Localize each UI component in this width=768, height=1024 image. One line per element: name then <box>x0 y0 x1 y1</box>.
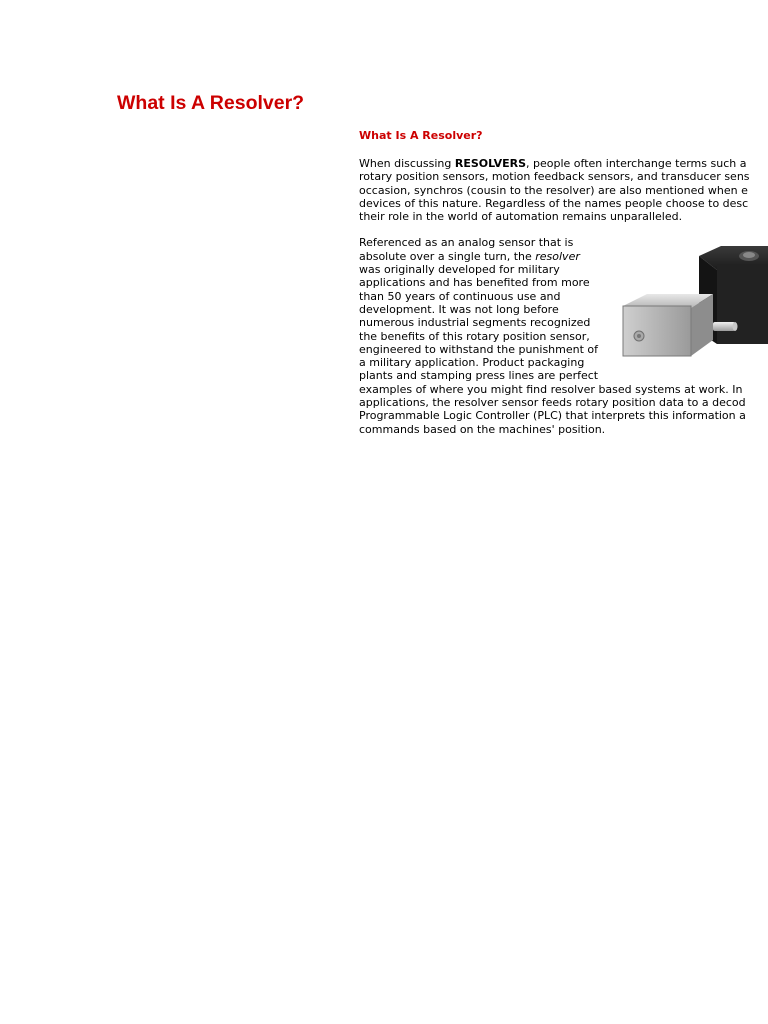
intro-line: When discussing RESOLVERS, people often interchange terms such a <box>359 157 747 170</box>
body-line: the benefits of this rotary position sensor, <box>359 329 590 343</box>
intro-line: their role in the world of automation remains unparalleled. <box>359 210 683 224</box>
intro-line: occasion, synchros (cousin to the resolver) are also mentioned when e <box>359 183 748 197</box>
resolver-italic: resolver <box>535 249 580 263</box>
body-line: was originally developed for military <box>359 263 560 277</box>
section-heading: What Is A Resolver? <box>359 129 483 142</box>
page-title: What Is A Resolver? <box>117 92 305 114</box>
body-line: numerous industrial segments recognized <box>359 316 591 330</box>
article-content <box>359 128 768 458</box>
resolver-product-photo <box>621 240 768 374</box>
body-line: Programmable Logic Controller (PLC) that interprets this information a <box>359 409 746 423</box>
body-line: applications, the resolver sensor feeds rotary position data to a decod <box>359 396 746 410</box>
body-line: plants and stamping press lines are perfect <box>359 369 599 383</box>
intro-line: devices of this nature. Regardless of the names people choose to desc <box>359 196 749 210</box>
intro-line: rotary position sensors, motion feedback sensors, and transducer sens <box>359 170 750 184</box>
body-line: examples of where you might find resolver based systems at work. In <box>359 382 743 396</box>
intro-paragraph <box>359 157 768 223</box>
body-line: absolute over a single turn, the resolver <box>359 249 580 263</box>
body-line: development. It was not long before <box>359 302 559 316</box>
resolver-shaft <box>713 322 738 331</box>
body-line: engineered to withstand the punishment of <box>359 342 599 356</box>
silver-resolver-housing <box>623 294 713 356</box>
body-line: commands based on the machines' position. <box>359 422 606 436</box>
body-line: than 50 years of continuous use and <box>359 289 561 303</box>
body-line: applications and has benefited from more <box>359 276 590 290</box>
resolvers-emphasis: RESOLVERS <box>454 157 527 170</box>
body-line: a military application. Product packaging <box>359 356 585 370</box>
body-line: Referenced as an analog sensor that is <box>359 236 574 250</box>
